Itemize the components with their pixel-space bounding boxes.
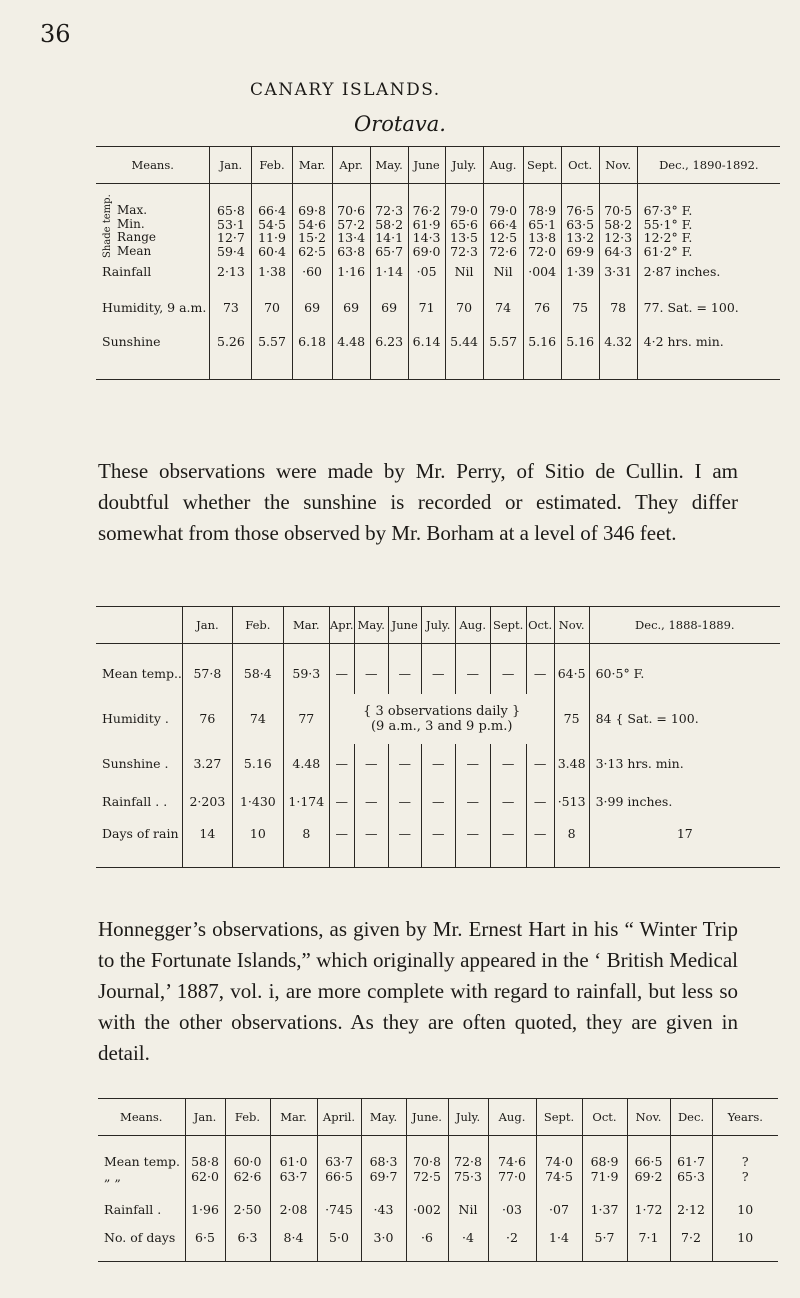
table-cell: 10 [712,1226,778,1262]
temp-row-labels: Max. Min. Range Mean [117,203,156,258]
table-cell: 69·8 54·6 15·2 62·5 [292,184,332,264]
table-cell: 74·0 74·5 [536,1136,582,1194]
table-cell: — [421,744,455,784]
table-cell: Nil [448,1194,488,1226]
table-cell: 76·5 63·5 13·2 69·9 [561,184,599,264]
shade-temp-label-cell [96,184,210,264]
table-cell: ·03 [488,1194,536,1226]
column-header: Feb. [232,607,283,644]
table-cell: 73 [210,290,252,326]
row-label: Sunshine . [102,756,169,771]
column-header: Feb. [252,147,292,184]
table-cell: 1·4 [536,1226,582,1262]
table-cell: — [490,784,526,820]
table-cell: 1·37 [582,1194,627,1226]
table-cell: ·05 [408,264,445,290]
table-cell: — [490,820,526,868]
row-label: Humidity . [102,711,169,726]
column-header: Apr. [332,147,370,184]
column-header: April. [317,1099,361,1136]
table-cell: 68·3 69·7 [361,1136,406,1194]
column-header: Mar. [292,147,332,184]
column-header: Dec. [670,1099,712,1136]
column-header: May. [361,1099,406,1136]
table-cell: 70·6 57·2 13·4 63·8 [332,184,370,264]
table-cell: — [421,784,455,820]
table-row [96,326,780,380]
column-header: Sept. [490,607,526,644]
table-cell: 1·430 [232,784,283,820]
table-cell: — [354,784,388,820]
table-cell: — [329,744,354,784]
column-header: Feb. [225,1099,270,1136]
table-row [96,644,780,694]
table-cell: 78 [599,290,637,326]
table-cell: 66·5 69·2 [627,1136,670,1194]
table-cell: 3.27 [182,744,232,784]
table-row [96,820,780,868]
page-number: 36 [40,20,71,48]
table-row [98,1194,778,1226]
table-cell: 5·0 [317,1226,361,1262]
table-cell: 14 [182,820,232,868]
table-cell: 59·3 [283,644,329,694]
column-header: Apr. [329,607,354,644]
table-cell: Nil [483,264,523,290]
row-label: Days of rain [102,825,179,841]
table-cell: 4.48 [332,326,370,380]
table-row [98,1226,778,1262]
column-header: Jan. [185,1099,225,1136]
table-cell: — [490,744,526,784]
table-cell: ·6 [406,1226,448,1262]
table-cell: 1·39 [561,264,599,290]
table-cell: 58·4 [232,644,283,694]
honnegger-table [98,1098,778,1262]
table-row [96,694,780,744]
column-header: July. [445,147,483,184]
table-cell: 61·0 63·7 [270,1136,317,1194]
table-cell: 5.57 [483,326,523,380]
column-header: Years. [712,1099,778,1136]
column-header: July. [448,1099,488,1136]
table-cell: 4·2 hrs. min. [637,326,780,380]
table-cell: 2·87 inches. [637,264,780,290]
table-cell: 1·174 [283,784,329,820]
table-cell: 70·5 58·2 12·3 64·3 [599,184,637,264]
column-header: Sept. [523,147,561,184]
table-cell: 79·0 65·6 13·5 72·3 [445,184,483,264]
row-label: Rainfall [102,263,152,279]
table-cell: — [388,644,421,694]
table-cell: 1·96 [185,1194,225,1226]
row-label: Sunshine [102,333,161,349]
table-cell: — [354,744,388,784]
row-label: Mean temp.. [102,666,182,681]
table-cell: 6.14 [408,326,445,380]
table-cell: 71 [408,290,445,326]
column-header: Jan. [182,607,232,644]
table-cell: 1·14 [370,264,408,290]
paragraph-honnegger-observations: Honnegger’s observations, as given by Mr. Ernest Hart in his “ Winter Trip to the Fortunate Islands,” which originally appeared in the ‘ British Medical Journal,’ 1887, vol. i, are more complete with regard to rainfall, but less so with the other observations. As they are often quoted, they are given in detail. [98,917,738,1065]
table-cell: 2·203 [182,784,232,820]
table-cell: 70 [445,290,483,326]
table-cell: 5.16 [523,326,561,380]
table-cell: 70 [252,290,292,326]
table-cell: 4.48 [283,744,329,784]
table-cell: 74 [483,290,523,326]
table-cell: 2·50 [225,1194,270,1226]
row-label: Humidity, 9 a.m. [102,300,207,315]
table-cell: — [455,820,490,868]
table-cell: 67·3° F. 55·1° F. 12·2° F. 61·2° F. [637,184,780,264]
paragraph-perry-observations: These observations were made by Mr. Perry, of Sitio de Cullin. I am doubtful whether the sunshine is recorded or estimated. They differ somewhat from those observed by Mr. Borham at a level of 346 feet. [98,459,738,545]
table-cell: 66·4 54·5 11·9 60·4 [252,184,292,264]
table-cell: — [526,644,554,694]
table-cell: 76·2 61·9 14·3 69·0 [408,184,445,264]
table-cell: 5·7 [582,1226,627,1262]
observations-note: { 3 observations daily } (9 a.m., 3 and 9 p.m.) [329,694,554,744]
table-cell: — [455,744,490,784]
table-cell: ·002 [406,1194,448,1226]
table-cell: 4.32 [599,326,637,380]
table-cell: 57·8 [182,644,232,694]
row-label: Rainfall . [104,1201,162,1217]
table-row [96,184,780,264]
table-cell: 78·9 65·1 13·8 72·0 [523,184,561,264]
table-cell: 5.16 [561,326,599,380]
table-cell: 3.48 [554,744,589,784]
table-cell: 69 [292,290,332,326]
table-cell: ·60 [292,264,332,290]
table-cell: 5.16 [232,744,283,784]
table-cell: 7·1 [627,1226,670,1262]
table-cell: 61·7 65·3 [670,1136,712,1194]
table-cell: — [388,744,421,784]
table-cell: — [329,784,354,820]
table-cell: — [421,820,455,868]
table-cell: 6·3 [225,1226,270,1262]
table-cell: — [455,784,490,820]
table-cell: 70·8 72·5 [406,1136,448,1194]
column-header: May. [370,147,408,184]
table-cell: — [526,784,554,820]
column-header: Nov. [554,607,589,644]
table-cell: 1·38 [252,264,292,290]
table-cell: 8 [554,820,589,868]
column-header: Mar. [283,607,329,644]
table-cell: 63·7 66·5 [317,1136,361,1194]
table-cell: 60·0 62·6 [225,1136,270,1194]
table-cell: 77. Sat. = 100. [637,290,780,326]
shade-temp-label: Shade temp. [102,194,113,258]
table-cell: 6.18 [292,326,332,380]
table-cell: ·004 [523,264,561,290]
table-cell: 74 [232,694,283,744]
table-cell: — [354,820,388,868]
table-cell: 77 [283,694,329,744]
column-header: Oct. [561,147,599,184]
table-cell: ·2 [488,1226,536,1262]
orotava-table-1890-1892 [96,146,780,380]
table-cell: — [490,644,526,694]
column-header: Mar. [270,1099,317,1136]
table-cell: 76 [523,290,561,326]
table-cell: 3·0 [361,1226,406,1262]
column-header: Aug. [483,147,523,184]
table-cell: ·513 [554,784,589,820]
table-row [96,264,780,290]
table-cell: 69 [370,290,408,326]
table-cell: 2·13 [210,264,252,290]
table-cell: ·4 [448,1226,488,1262]
table-cell: ? ? [712,1136,778,1194]
table-cell: 3·99 inches. [589,784,780,820]
row-label: Rainfall . . [102,794,168,809]
table-header-row [98,1099,778,1136]
table-cell: — [526,744,554,784]
table-cell: 3·31 [599,264,637,290]
table-cell: 60·5° F. [589,644,780,694]
table-cell: 8·4 [270,1226,317,1262]
table-cell: 72·8 75·3 [448,1136,488,1194]
table-cell: — [421,644,455,694]
table-cell: — [388,820,421,868]
table-cell: — [329,820,354,868]
column-header: Jan. [210,147,252,184]
column-header: June [388,607,421,644]
table-row [98,1136,778,1194]
column-header: Means. [96,147,210,184]
table-cell: 79·0 66·4 12·5 72·6 [483,184,523,264]
column-header: Nov. [599,147,637,184]
table-row [96,290,780,326]
table-cell: 6·5 [185,1226,225,1262]
running-head: CANARY ISLANDS. [250,80,441,100]
column-header: Aug. [455,607,490,644]
column-header: May. [354,607,388,644]
column-header: July. [421,607,455,644]
table-cell: 68·9 71·9 [582,1136,627,1194]
table-cell: ·745 [317,1194,361,1226]
table-cell: 72·3 58·2 14·1 65·7 [370,184,408,264]
table-header-row [96,147,780,184]
column-header: June. [406,1099,448,1136]
column-header: Sept. [536,1099,582,1136]
column-header: Dec., 1888-1889. [589,607,780,644]
table-row [96,784,780,820]
column-header [96,607,182,644]
table-header-row [96,607,780,644]
table-cell: 1·16 [332,264,370,290]
table-cell: 69 [332,290,370,326]
table-cell: 7·2 [670,1226,712,1262]
column-header: Aug. [488,1099,536,1136]
table-row [96,744,780,784]
table-cell: 5.44 [445,326,483,380]
table-cell: — [526,820,554,868]
table-cell: 65·8 53·1 12·7 59·4 [210,184,252,264]
table-cell: 58·8 62·0 [185,1136,225,1194]
table-cell: 74·6 77·0 [488,1136,536,1194]
table-cell: 76 [182,694,232,744]
table-cell: 2·08 [270,1194,317,1226]
table-cell: 10 [232,820,283,868]
table-cell: 75 [554,694,589,744]
table-cell: 64·5 [554,644,589,694]
table-cell: 6.23 [370,326,408,380]
table-cell: — [455,644,490,694]
table-cell: — [329,644,354,694]
column-header: Nov. [627,1099,670,1136]
table-cell: 2·12 [670,1194,712,1226]
row-label: Mean temp. „ „ [104,1154,180,1184]
borham-table-1888-1889 [96,606,780,868]
page-title: Orotava. [354,112,446,136]
column-header: Dec., 1890-1892. [637,147,780,184]
table-cell: Nil [445,264,483,290]
table-cell: 75 [561,290,599,326]
table-cell: ·43 [361,1194,406,1226]
column-header: Oct. [526,607,554,644]
table-cell: — [388,784,421,820]
table-cell: 10 [712,1194,778,1226]
table-cell: 3·13 hrs. min. [589,744,780,784]
table-cell: 5.57 [252,326,292,380]
table-cell: ·07 [536,1194,582,1226]
column-header: June [408,147,445,184]
table-cell: 84 { Sat. = 100. [589,694,780,744]
table-cell: 5.26 [210,326,252,380]
column-header: Means. [98,1099,185,1136]
row-label: No. of days [104,1229,176,1245]
table-cell: 1·72 [627,1194,670,1226]
table-cell: 8 [283,820,329,868]
column-header: Oct. [582,1099,627,1136]
table-cell: 17 [589,820,780,868]
table-cell: — [354,644,388,694]
